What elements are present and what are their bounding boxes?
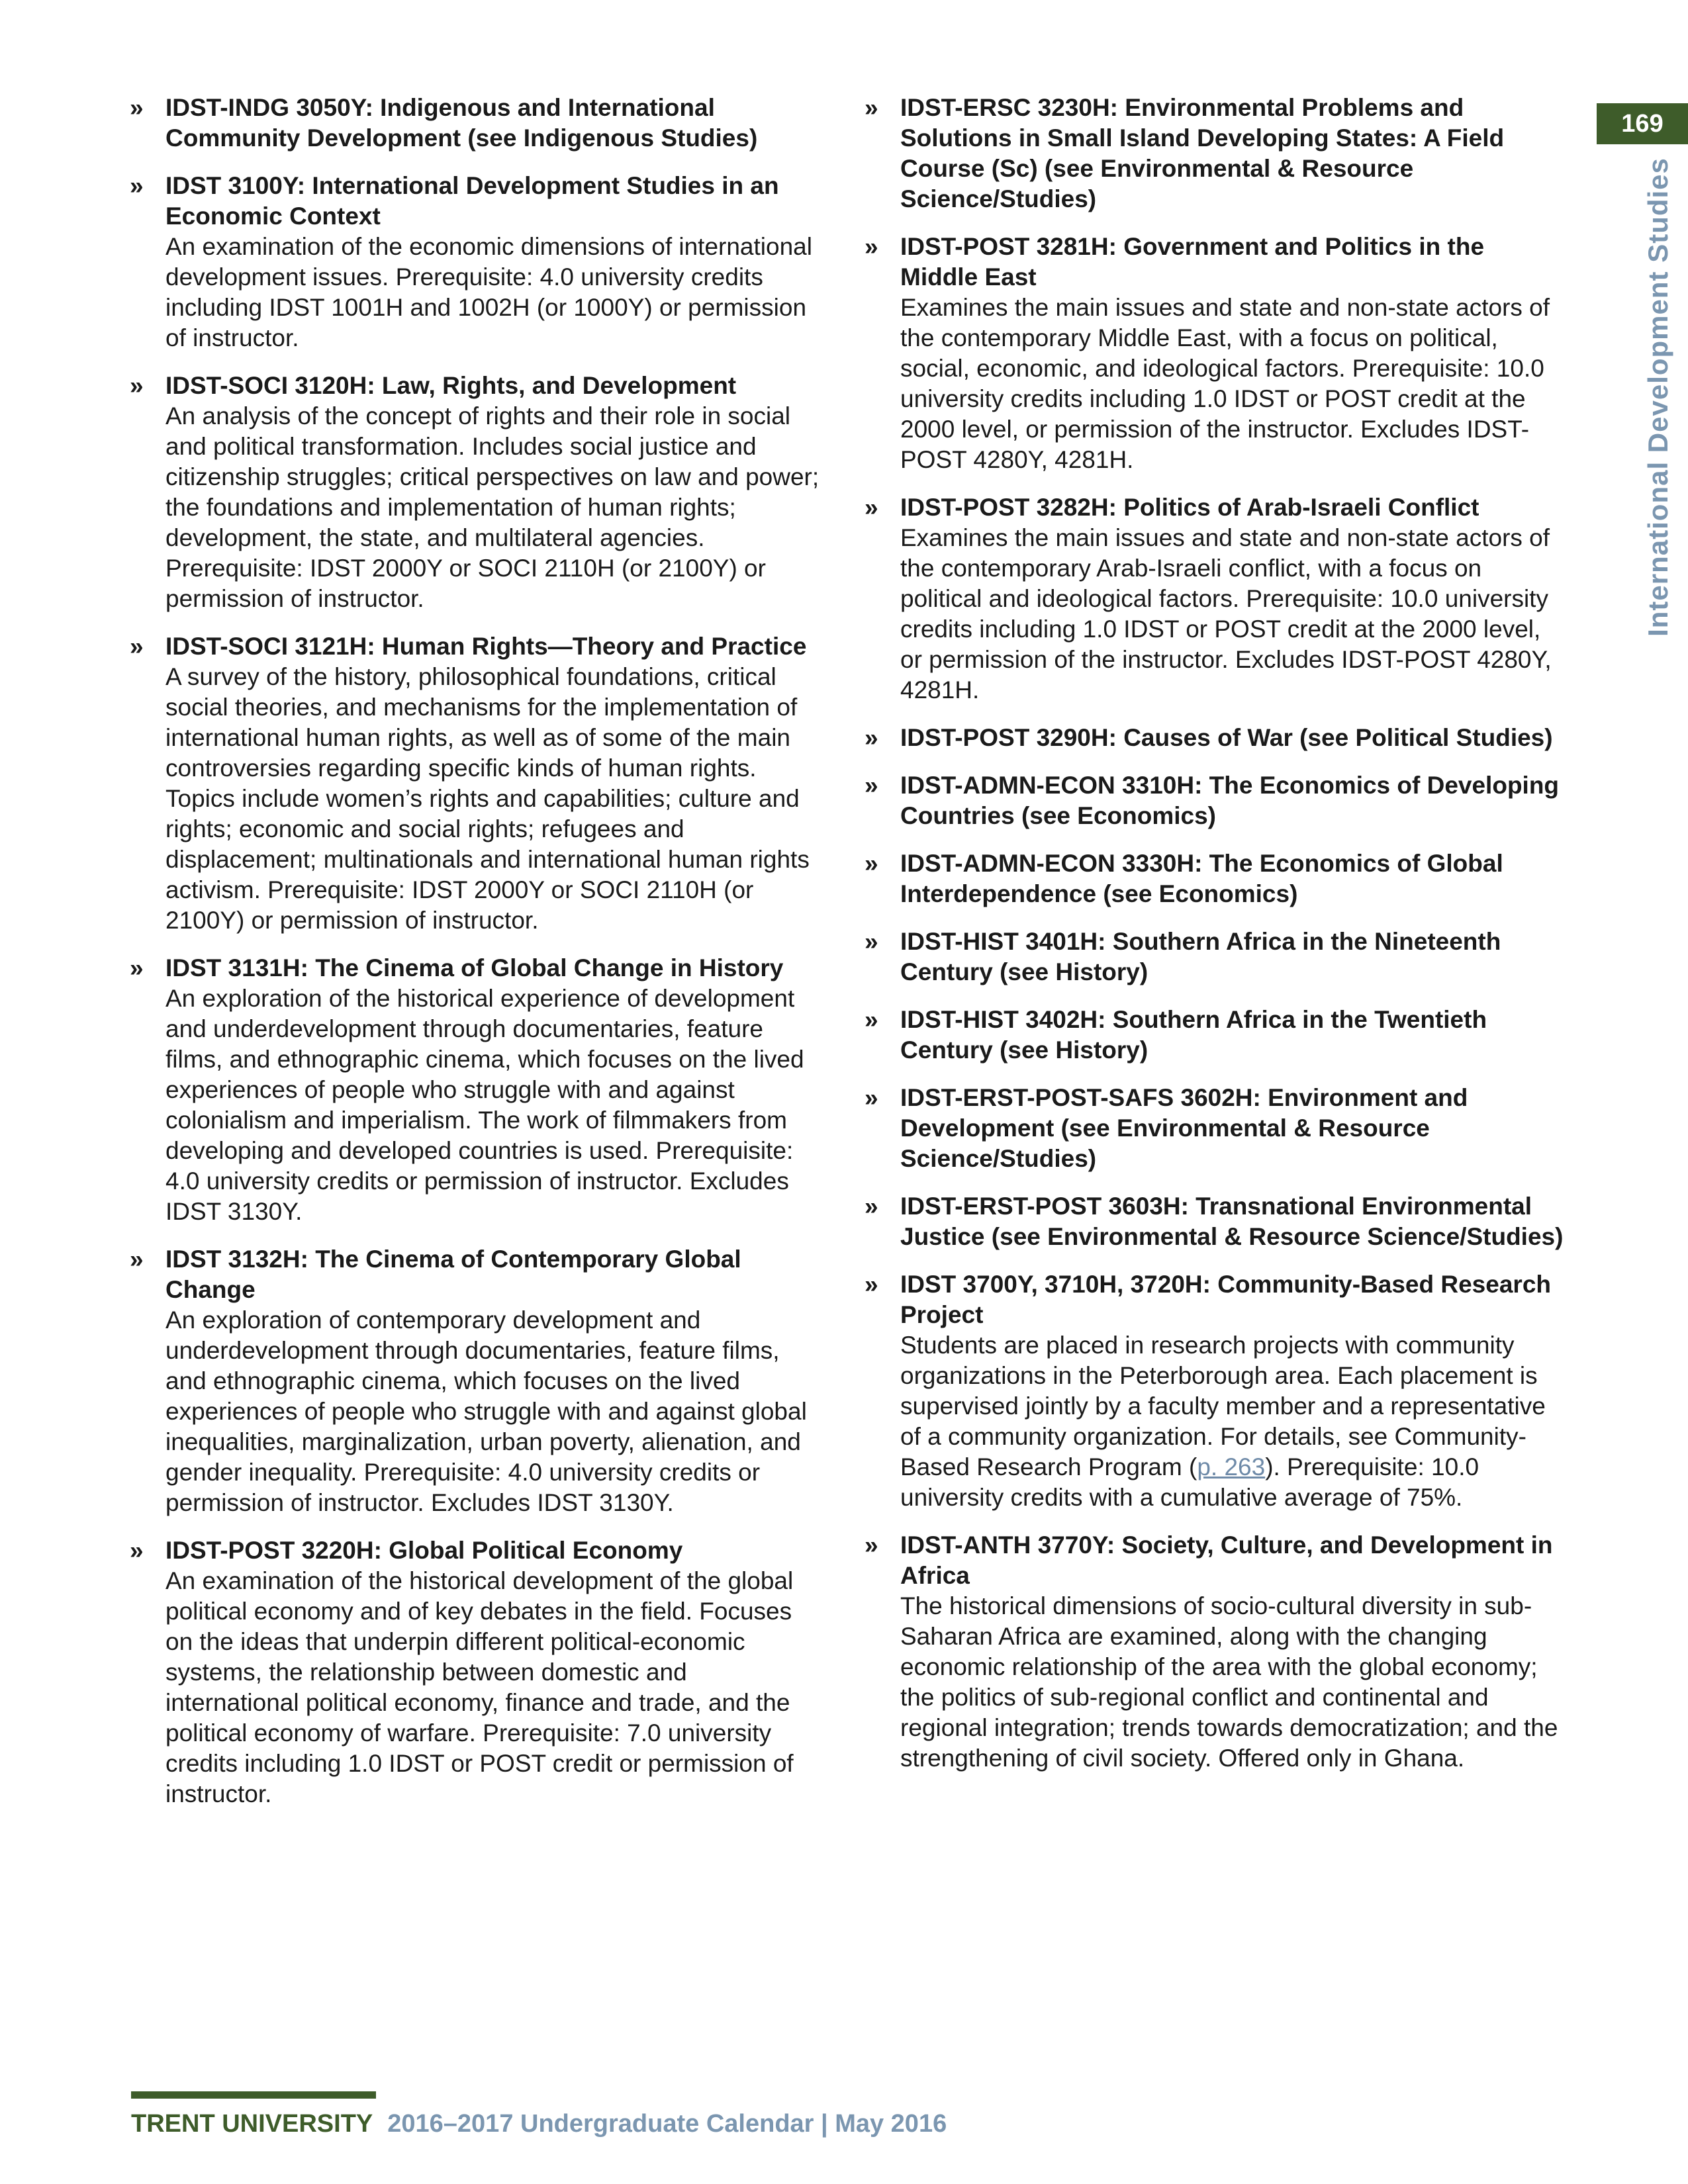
course-entry xyxy=(865,1005,1566,1066)
bullet-icon: » xyxy=(865,1006,878,1033)
page-reference-link[interactable]: p. 263 xyxy=(1197,1453,1266,1480)
bullet-icon: » xyxy=(865,1084,878,1111)
course-title: IDST-POST 3220H: Global Political Economy xyxy=(165,1537,683,1564)
bullet-icon: » xyxy=(865,1271,878,1298)
course-title: IDST-HIST 3402H: Southern Africa in the Twentieth Century (see History) xyxy=(900,1006,1487,1064)
bullet-icon: » xyxy=(865,1193,878,1220)
course-description-text: ). Prerequisite: 10.0 university credits with a cumulative average of 75%. xyxy=(900,1453,1479,1511)
footer-edition: 2016–2017 Undergraduate Calendar | May 2016 xyxy=(387,2110,947,2138)
footer xyxy=(131,2110,947,2138)
course-description: Examines the main issues and state and non-state actors of the contemporary Middle East, with a focus on political, social, economic, and ideological factors. Prerequisite: 10.0 university credits including 1.0 IDST or POST credit at the 2000 level, or permission of the instructor. Excludes IDST-POST 4280Y, 4281H. xyxy=(900,294,1550,473)
course-description: An examination of the economic dimensions of international development issues. Prerequisite: 4.0 university credits including IDST 1001H and 1002H (or 1000Y) or permission of instructor. xyxy=(165,233,812,351)
course-title: IDST 3700Y, 3710H, 3720H: Community-Based Research Project xyxy=(900,1271,1551,1328)
bullet-icon: » xyxy=(865,494,878,521)
bullet-icon: » xyxy=(130,1246,144,1273)
course-title: IDST-ERST-POST 3603H: Transnational Environmental Justice (see Environmental & Resource Science/Studies) xyxy=(900,1193,1564,1250)
course-entry xyxy=(130,93,821,154)
course-title: IDST-POST 3282H: Politics of Arab-Israeli Conflict xyxy=(900,494,1479,521)
footer-school-name: TRENT UNIVERSITY xyxy=(131,2110,373,2138)
course-title: IDST-POST 3281H: Government and Politics in the Middle East xyxy=(900,233,1485,291)
course-entry xyxy=(130,1535,821,1809)
course-description: An analysis of the concept of rights and their role in social and political transformation. Includes social justice and citizenship struggles; critical perspectives on law and power; the foundations and implementation of human rights; development, the state, and multilateral agencies. Prerequisite: IDST 2000Y or SOCI 2110H (or 2100Y) or permission of instructor. xyxy=(165,402,820,612)
course-description: A survey of the history, philosophical foundations, critical social theories, and mechanisms for the implementation of international human rights, as well as of some of the main controversies regarding specific kinds of human rights. Topics include women’s rights and capabilities; culture and rights; economic and social rights; refugees and displacement; multinationals and international human rights activism. Prerequisite: IDST 2000Y or SOCI 2110H (or 2100Y) or permission of instructor. xyxy=(165,663,810,934)
course-title: IDST-INDG 3050Y: Indigenous and International Community Development (see Indigenous Studies) xyxy=(165,94,758,152)
right-column xyxy=(865,93,1566,1791)
course-title: IDST 3131H: The Cinema of Global Change in History xyxy=(165,954,784,981)
course-title: IDST-POST 3290H: Causes of War (see Political Studies) xyxy=(900,724,1553,751)
course-entry xyxy=(865,1530,1566,1774)
footer-rule xyxy=(131,2091,376,2099)
course-entry xyxy=(130,953,821,1227)
course-entry xyxy=(865,93,1566,214)
course-title: IDST-SOCI 3121H: Human Rights—Theory and Practice xyxy=(165,633,807,660)
course-description-text: Students are placed in research projects with community organizations in the Peterborough area. Each placement is supervised jointly by a faculty member and a representative of a community organization. For details, see Community-Based Research Program ( xyxy=(900,1332,1546,1480)
course-entry xyxy=(130,171,821,353)
course-entry xyxy=(865,1191,1566,1252)
course-entry xyxy=(865,492,1566,705)
course-entry xyxy=(865,232,1566,475)
course-entry xyxy=(130,631,821,936)
course-title: IDST-ERST-POST-SAFS 3602H: Environment and Development (see Environmental & Resource Science/Studies) xyxy=(900,1084,1468,1172)
page-number-badge: 169 xyxy=(1597,103,1688,144)
course-entry xyxy=(865,927,1566,987)
course-title: IDST-ADMN-ECON 3310H: The Economics of Developing Countries (see Economics) xyxy=(900,772,1560,829)
course-title: IDST 3100Y: International Development Studies in an Economic Context xyxy=(165,172,779,230)
course-description: An exploration of the historical experience of development and underdevelopment through documentaries, feature films, and ethnographic cinema, which focuses on the lived experiences of people who struggle with and against colonialism and imperialism. The work of filmmakers from developing and developed countries is used. Prerequisite: 4.0 university credits or permission of instructor. Excludes IDST 3130Y. xyxy=(165,985,804,1225)
course-entry xyxy=(865,723,1566,753)
bullet-icon: » xyxy=(130,94,144,121)
bullet-icon: » xyxy=(865,850,878,877)
course-entry xyxy=(130,371,821,614)
left-column xyxy=(130,93,821,1827)
bullet-icon: » xyxy=(865,724,878,751)
section-side-label-text: International Development Studies xyxy=(1642,158,1674,637)
bullet-icon: » xyxy=(865,772,878,799)
course-title: IDST-ANTH 3770Y: Society, Culture, and Development in Africa xyxy=(900,1531,1553,1589)
bullet-icon: » xyxy=(130,172,144,199)
bullet-icon: » xyxy=(865,94,878,121)
course-description: The historical dimensions of socio-cultural diversity in sub-Saharan Africa are examined, along with the changing economic relationship of the area with the global economy; the politics of sub-regional conflict and continental and regional integration; trends towards democratization; and the strengthening of civil society. Offered only in Ghana. xyxy=(900,1592,1558,1772)
bullet-icon: » xyxy=(130,1537,144,1564)
course-entry xyxy=(865,848,1566,909)
course-entry xyxy=(130,1244,821,1518)
course-description: An examination of the historical development of the global political economy and of key debates in the field. Focuses on the ideas that underpin different political-economic systems, the relationship between domestic and international political economy, finance and trade, and the political economy of warfare. Prerequisite: 7.0 university credits including 1.0 IDST or POST credit or permission of instructor. xyxy=(165,1567,794,1807)
bullet-icon: » xyxy=(865,233,878,260)
course-title: IDST-SOCI 3120H: Law, Rights, and Development xyxy=(165,372,737,399)
course-description: Examines the main issues and state and non-state actors of the contemporary Arab-Israeli conflict, with a focus on political and ideological factors. Prerequisite: 10.0 university credits including 1.0 IDST or POST credit at the 2000 level, or permission of the instructor. Excludes IDST-POST 4280Y, 4281H. xyxy=(900,524,1552,704)
course-entry xyxy=(865,770,1566,831)
course-entry xyxy=(865,1269,1566,1513)
section-side-label xyxy=(1635,158,1681,637)
bullet-icon: » xyxy=(130,633,144,660)
course-title: IDST-ERSC 3230H: Environmental Problems and Solutions in Small Island Developing States: A Field Course (Sc) (see Environmental & Resource Science/Studies) xyxy=(900,94,1505,212)
course-title: IDST 3132H: The Cinema of Contemporary Global Change xyxy=(165,1246,741,1303)
course-entry xyxy=(865,1083,1566,1174)
bullet-icon: » xyxy=(865,1531,878,1559)
bullet-icon: » xyxy=(130,372,144,399)
bullet-icon: » xyxy=(130,954,144,981)
bullet-icon: » xyxy=(865,928,878,955)
course-description: An exploration of contemporary development and underdevelopment through documentaries, feature films, and ethnographic cinema, which focuses on the lived experiences of people who struggle with and against global inequalities, marginalization, urban poverty, alienation, and gender inequality. Prerequisite: 4.0 university credits or permission of instructor. Excludes IDST 3130Y. xyxy=(165,1306,807,1516)
course-description xyxy=(900,1330,1566,1513)
course-title: IDST-HIST 3401H: Southern Africa in the Nineteenth Century (see History) xyxy=(900,928,1501,985)
course-title: IDST-ADMN-ECON 3330H: The Economics of Global Interdependence (see Economics) xyxy=(900,850,1503,907)
